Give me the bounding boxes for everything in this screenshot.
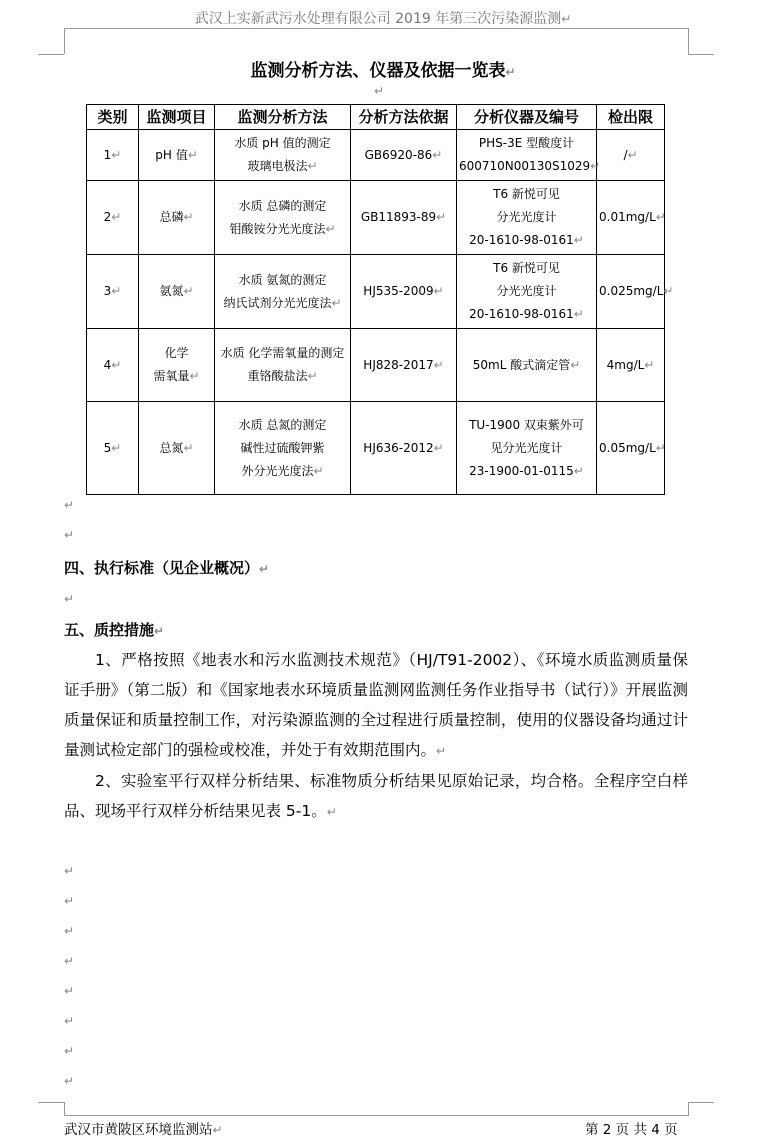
paragraph-mark: ↵ — [505, 65, 516, 79]
analysis-method-cell — [215, 181, 351, 255]
table-row — [87, 402, 665, 495]
paragraph-mark: ↵ — [627, 147, 638, 162]
paragraph-mark: ↵ — [64, 894, 75, 908]
paragraph-mark: ↵ — [573, 463, 584, 478]
analysis-method-cell — [215, 255, 351, 329]
col-header-limit: 检出限 — [597, 105, 665, 130]
instrument-text: PHS-3E 型酸度计 — [478, 136, 575, 150]
monitoring-item-text: 氨氮 — [159, 284, 184, 298]
instrument-text: 600710N00130S1029 — [459, 159, 591, 173]
monitoring-item-cell — [139, 181, 215, 255]
col-header-method: 监测分析方法 — [215, 105, 351, 130]
paragraph-mark: ↵ — [432, 147, 443, 162]
method-basis-cell — [351, 130, 457, 181]
table-row — [87, 329, 665, 402]
instrument-text: TU-1900 双束紫外可 — [469, 417, 584, 432]
paragraph-mark: ↵ — [326, 805, 337, 819]
paragraph-mark: ↵ — [64, 984, 75, 998]
paragraph-mark: ↵ — [313, 463, 324, 478]
analysis-method-text: 玻璃电极法 — [247, 159, 308, 173]
instrument-text: 分光光度计 — [496, 284, 557, 298]
table-row — [87, 255, 665, 329]
row-number-cell — [87, 329, 139, 402]
instrument-text: 20-1610-98-0161 — [469, 233, 574, 247]
section-4-heading-text: 四、执行标准（见企业概况） — [64, 559, 260, 577]
paragraph-mark: ↵ — [590, 159, 601, 173]
instrument-cell — [457, 329, 597, 402]
paragraph-mark: ↵ — [433, 440, 444, 455]
analysis-method-text: 外分光光度法 — [241, 463, 314, 478]
instrument-cell — [457, 181, 597, 255]
detection-limit-text: 4mg/L — [606, 357, 645, 372]
table-row — [87, 130, 665, 181]
paragraph-mark: ↵ — [561, 12, 572, 26]
footer-organization — [64, 1118, 223, 1138]
paragraph-mark: ↵ — [111, 357, 122, 372]
method-basis-text: HJ636-2012 — [363, 440, 434, 455]
row-number-cell — [87, 130, 139, 181]
detection-limit-text: 0.01mg/L — [599, 210, 656, 224]
paragraph-mark: ↵ — [64, 1074, 75, 1088]
analysis-method-text: 碱性过硫酸钾紫 — [240, 440, 325, 455]
analysis-method-text: 纳氏试剂分光光度法 — [223, 295, 332, 310]
instrument-text: T6 新悦可见 — [493, 187, 560, 201]
crop-mark-top-right-h — [688, 54, 714, 55]
monitoring-item-text: 需氧量 — [153, 369, 190, 383]
qc-paragraph-2-text: 2、实验室平行双样分析结果、标准物质分析结果见原始记录，均合格。全程序空白样品、现场平行双样分析结果见表 5-1。 — [64, 772, 688, 820]
header-rule — [64, 28, 688, 29]
monitoring-item-text: 总磷 — [159, 210, 184, 224]
paragraph-mark: ↵ — [183, 210, 194, 224]
detection-limit-text: 0.025mg/L — [599, 284, 664, 298]
footer-left-text: 武汉市黄陂区环境监测站 — [64, 1122, 213, 1138]
qc-paragraph-2 — [64, 766, 688, 827]
monitoring-item-text: pH 值 — [155, 147, 188, 162]
instrument-text: T6 新悦可见 — [493, 261, 560, 275]
detection-limit-cell — [597, 329, 665, 402]
qc-paragraph-1 — [64, 645, 688, 766]
table-title — [0, 56, 766, 81]
detection-limit-cell — [597, 255, 674, 329]
table-title-text: 监测分析方法、仪器及依据一览表 — [250, 61, 506, 81]
instrument-cell — [457, 130, 601, 181]
crop-mark-bottom-right-h — [688, 1102, 714, 1103]
paragraph-mark: ↵ — [154, 624, 165, 638]
paragraph-mark: ↵ — [64, 592, 75, 606]
analysis-method-text: 水质 pH 值的测定 — [234, 136, 331, 150]
paragraph-mark: ↵ — [573, 233, 584, 247]
paragraph-mark: ↵ — [573, 307, 584, 321]
row-number-cell — [87, 181, 139, 255]
page-header — [0, 8, 766, 28]
paragraph-mark: ↵ — [183, 284, 194, 298]
row-number-text: 2 — [103, 210, 112, 224]
paragraph-mark: ↵ — [307, 159, 318, 173]
paragraph-mark: ↵ — [307, 369, 318, 383]
paragraph-mark: ↵ — [189, 369, 200, 383]
detection-limit-text: / — [623, 147, 628, 162]
monitoring-item-text: 总氮 — [159, 440, 184, 455]
paragraph-mark: ↵ — [64, 1014, 75, 1028]
detection-limit-cell — [597, 402, 665, 495]
crop-mark-bottom-left — [38, 1102, 65, 1116]
method-basis-cell — [351, 329, 457, 402]
paragraph-mark: ↵ — [111, 147, 122, 162]
analysis-method-cell — [215, 402, 351, 495]
paragraph-mark: ↵ — [570, 357, 581, 372]
instrument-text: 20-1610-98-0161 — [469, 307, 574, 321]
analysis-method-text: 水质 总磷的测定 — [238, 198, 327, 213]
analysis-method-text: 钼酸铵分光光度法 — [229, 221, 326, 236]
paragraph-mark: ↵ — [64, 954, 75, 968]
paragraph-mark: ↵ — [433, 357, 444, 372]
qc-paragraph-1-text: 1、严格按照《地表水和污水监测技术规范》（HJ/T91-2002）、《环境水质监测质量保证手册》（第二版）和《国家地表水环境质量监测网监测任务作业指导书（试行）》开展监测质量保证和质量控制工作，对污染源监测的全过程进行质量控制，使用的仪器设备均通过计量测试检定部门的强检或校准，并处于有效期范围内。 — [64, 651, 688, 759]
row-number-text: 1 — [103, 147, 112, 162]
paragraph-mark: ↵ — [331, 295, 342, 310]
row-number-cell — [87, 255, 139, 329]
section-5-heading — [64, 619, 164, 640]
row-number-cell — [87, 402, 139, 495]
instrument-cell — [457, 255, 597, 329]
instrument-text: 见分光光度计 — [490, 440, 563, 455]
instrument-text: 分光光度计 — [496, 210, 557, 224]
analysis-method-cell — [215, 130, 351, 181]
crop-mark-bottom-left-h — [38, 1102, 64, 1103]
paragraph-mark: ↵ — [259, 562, 270, 576]
method-basis-cell — [351, 181, 457, 255]
paragraph-mark: ↵ — [64, 864, 75, 878]
analysis-method-text: 水质 化学需氧量的测定 — [220, 346, 345, 360]
paragraph-mark: ↵ — [64, 1044, 75, 1058]
col-header-category: 类别 — [87, 105, 139, 130]
monitoring-item-cell — [139, 329, 215, 402]
page-number: 第 2 页 共 4 页 — [585, 1122, 678, 1138]
table-row — [87, 181, 665, 255]
paragraph-mark: ↵ — [325, 221, 336, 236]
analysis-method-text: 水质 总氮的测定 — [238, 417, 327, 432]
crop-mark-bottom-right — [688, 1102, 715, 1116]
paragraph-mark: ↵ — [644, 357, 655, 372]
paragraph-mark: ↵ — [433, 284, 444, 298]
col-header-item: 监测项目 — [139, 105, 215, 130]
footer-rule — [64, 1115, 688, 1116]
monitoring-item-text: 化学 — [164, 346, 189, 360]
paragraph-mark: ↵ — [436, 210, 447, 224]
monitoring-item-cell — [139, 402, 215, 495]
paragraph-mark: ↵ — [111, 284, 122, 298]
instrument-text: 50mL 酸式滴定管 — [472, 357, 571, 372]
paragraph-mark: ↵ — [374, 84, 385, 98]
paragraph-mark: ↵ — [212, 1123, 223, 1137]
paragraph-mark: ↵ — [64, 528, 75, 542]
method-basis-cell — [351, 255, 457, 329]
monitoring-item-cell — [139, 255, 215, 329]
method-basis-text: HJ828-2017 — [363, 357, 434, 372]
crop-mark-top-right — [688, 28, 715, 54]
method-basis-text: GB11893-89 — [360, 210, 437, 224]
detection-limit-cell — [597, 130, 665, 181]
method-basis-text: HJ535-2009 — [363, 284, 434, 298]
instrument-text: 23-1900-01-0115 — [469, 463, 574, 478]
detection-limit-text: 0.05mg/L — [599, 440, 656, 455]
paragraph-mark: ↵ — [111, 440, 122, 455]
paragraph-mark: ↵ — [663, 284, 674, 298]
monitoring-item-cell — [139, 130, 215, 181]
crop-mark-top-left-h — [38, 54, 64, 55]
paragraph-mark: ↵ — [655, 440, 666, 455]
section-4-heading — [64, 557, 269, 578]
instrument-cell — [457, 402, 597, 495]
paragraph-mark: ↵ — [111, 210, 122, 224]
methods-table — [86, 104, 674, 495]
crop-mark-top-left — [38, 28, 65, 54]
row-number-text: 3 — [103, 284, 112, 298]
paragraph-mark: ↵ — [64, 924, 75, 938]
paragraph-mark: ↵ — [64, 498, 75, 512]
row-number-text: 4 — [103, 357, 112, 372]
paragraph-mark: ↵ — [187, 147, 198, 162]
method-basis-text: GB6920-86 — [364, 147, 433, 162]
analysis-method-text: 水质 氨氮的测定 — [238, 272, 327, 287]
row-number-text: 5 — [103, 440, 112, 455]
method-basis-cell — [351, 402, 457, 495]
table-header-row — [87, 105, 665, 130]
col-header-basis: 分析方法依据 — [351, 105, 457, 130]
section-5-body — [64, 645, 688, 827]
section-5-heading-text: 五、质控措施 — [64, 621, 155, 639]
analysis-method-text: 重铬酸盐法 — [247, 369, 308, 383]
paragraph-mark: ↵ — [655, 210, 666, 224]
paragraph-mark: ↵ — [183, 440, 194, 455]
analysis-method-cell — [215, 329, 351, 402]
detection-limit-cell — [597, 181, 665, 255]
paragraph-mark: ↵ — [436, 744, 447, 758]
header-text: 武汉上实新武污水处理有限公司 2019 年第三次污染源监测 — [194, 11, 562, 27]
col-header-instrument: 分析仪器及编号 — [457, 105, 597, 130]
